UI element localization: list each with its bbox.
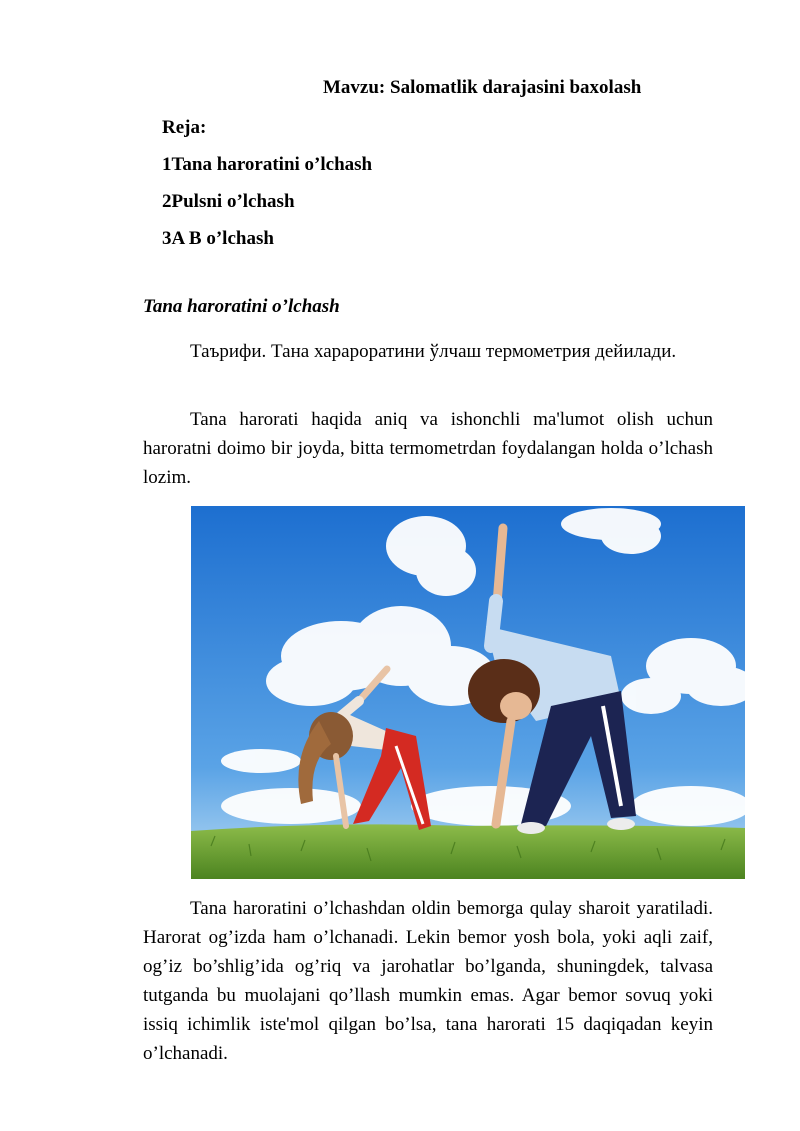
paragraph-3: Tana haroratini o’lchashdan oldin bemorga qulay sharoit yaratiladi. Harorat og’izda ham o’lchanadi. Lekin bemor yosh bola, yoki aqli zaif, og’iz bo’shlig’ida og’riq va jarohatlar bo’lganda, shuningdek, talvasa tutganda bu muolajani qo’llash mumkin emas. Agar bemor sovuq yoki issiq ichimlik iste'mol qilgan bo’lsa, tana harorati 15 daqiqadan keyin o’lchanadi.: [143, 898, 713, 1064]
page-title: Mavzu: Salomatlik darajasini baxolash: [323, 77, 642, 98]
definition-paragraph: Таърифи. Тана харароратини ўлчаш термометрия дейилади.: [190, 341, 677, 362]
exercise-photo: [191, 506, 745, 879]
grass: [191, 824, 745, 879]
plan-item-3: 3A B o’lchash: [162, 228, 274, 249]
plan-item-2: 2Pulsni o’lchash: [162, 191, 295, 212]
paragraph-2: Tana harorati haqida aniq va ishonchli ma'lumot olish uchun haroratni doimo bir joyda, bitta termometrdan foydalangan holda o’lchash lozim.: [143, 409, 713, 488]
section-heading: Tana haroratini o’lchash: [143, 296, 340, 317]
plan-item-1: 1Tana haroratini o’lchash: [162, 154, 373, 175]
plan-heading: Reja:: [162, 117, 207, 138]
